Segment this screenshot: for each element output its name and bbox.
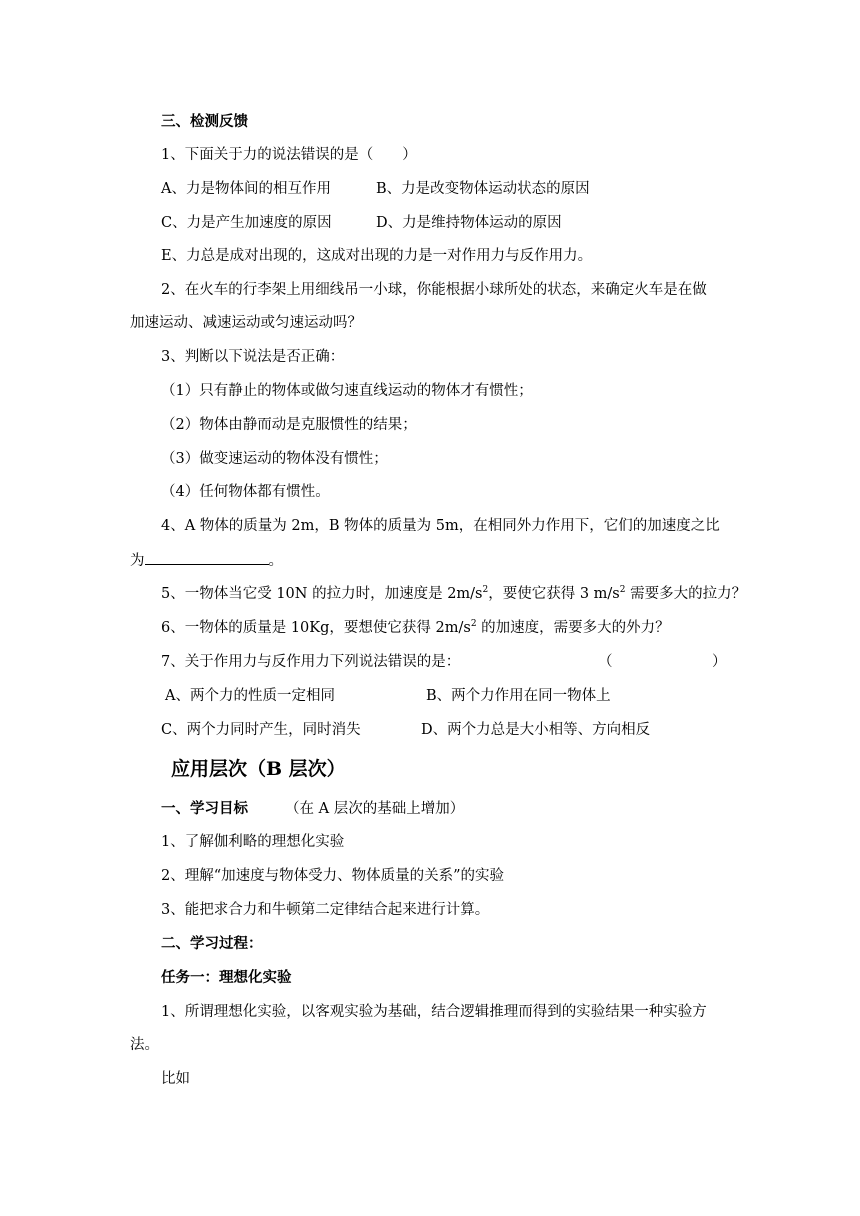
question-7-option-d: D、两个力总是大小相等、方向相反 [421, 722, 651, 738]
question-7-option-a: A、两个力的性质一定相同 [165, 688, 335, 704]
question-1-option-c: C、力是产生加速度的原因 [161, 215, 332, 231]
question-3-item-2: （2）物体由静而动是克服惯性的结果； [161, 417, 417, 433]
superscript: 2 [470, 619, 477, 630]
question-3-stem: 3、判断以下说法是否正确： [161, 349, 345, 365]
section-heading-goals: 一、学习目标 [161, 800, 248, 817]
question-3-item-4: （4）任何物体都有惯性。 [161, 484, 330, 500]
question-4-line-2 [130, 550, 283, 571]
section-heading-process: 二、学习过程： [161, 935, 263, 952]
question-4-line-1: 4、A 物体的质量为 2m，B 物体的质量为 5m，在相同外力作用下，它们的加速度之比 [161, 518, 720, 534]
goal-1: 1、了解伽利略的理想化实验 [161, 834, 345, 850]
goals-note: （在 A 层次的基础上增加） [285, 801, 465, 817]
task-1-heading: 任务一：理想化实验 [161, 969, 292, 986]
question-7-stem: 7、关于作用力与反作用力下列说法错误的是： [161, 654, 461, 670]
question-5 [161, 584, 746, 604]
question-7-option-c: C、两个力同时产生，同时消失 [161, 722, 361, 738]
task-1-line-2: 法。 [130, 1037, 159, 1053]
question-4-suffix: 。 [268, 553, 283, 569]
example-text: 比如 [161, 1071, 190, 1087]
superscript: 2 [619, 585, 626, 596]
question-2-line-2: 加速运动、减速运动或匀速运动吗？ [130, 315, 362, 331]
question-1-stem: 1、下面关于力的说法错误的是（ ） [161, 147, 417, 163]
question-6 [161, 618, 670, 638]
question-4-prefix: 为 [130, 553, 145, 569]
question-6-part-2: 的加速度，需要多大的外力？ [476, 620, 670, 636]
answer-paren-close: ） [712, 654, 727, 670]
question-6-part-1: 6、一物体的质量是 10Kg，要想使它获得 2m/s [161, 620, 471, 636]
question-7-option-b: B、两个力作用在同一物体上 [426, 688, 611, 704]
question-3-item-3: （3）做变速运动的物体没有惯性； [161, 451, 388, 467]
question-5-part-1: 5、一物体当它受 10N 的拉力时，加速度是 2m/s [161, 586, 483, 602]
question-5-part-2: ，要使它获得 3 m/s [488, 586, 620, 602]
section-heading-feedback: 三、检测反馈 [161, 113, 248, 130]
answer-paren-open: （ [598, 654, 613, 670]
task-1-line-1: 1、所谓理想化实验，以客观实验为基础，结合逻辑推理而得到的实验结果一种实验方 [161, 1004, 707, 1020]
goal-2: 2、理解“加速度与物体受力、物体质量的关系”的实验 [161, 868, 505, 884]
level-b-title: 应用层次（B 层次） [171, 758, 346, 780]
question-3-item-1: （1）只有静止的物体或做匀速直线运动的物体才有惯性； [161, 383, 533, 399]
question-1-option-d: D、力是维持物体运动的原因 [376, 215, 562, 231]
question-1-option-e: E、力总是成对出现的，这成对出现的力是一对作用力与反作用力。 [161, 248, 593, 264]
question-5-part-3: 需要多大的拉力？ [625, 586, 747, 602]
answer-blank[interactable] [145, 550, 269, 565]
question-1-option-b: B、力是改变物体运动状态的原因 [376, 181, 590, 197]
superscript: 2 [482, 585, 489, 596]
question-1-option-a: A、力是物体间的相互作用 [161, 181, 331, 197]
question-2-line-1: 2、在火车的行李架上用细线吊一小球，你能根据小球所处的状态，来确定火车是在做 [161, 282, 707, 298]
goal-3: 3、能把求合力和牛顿第二定律结合起来进行计算。 [161, 902, 490, 918]
